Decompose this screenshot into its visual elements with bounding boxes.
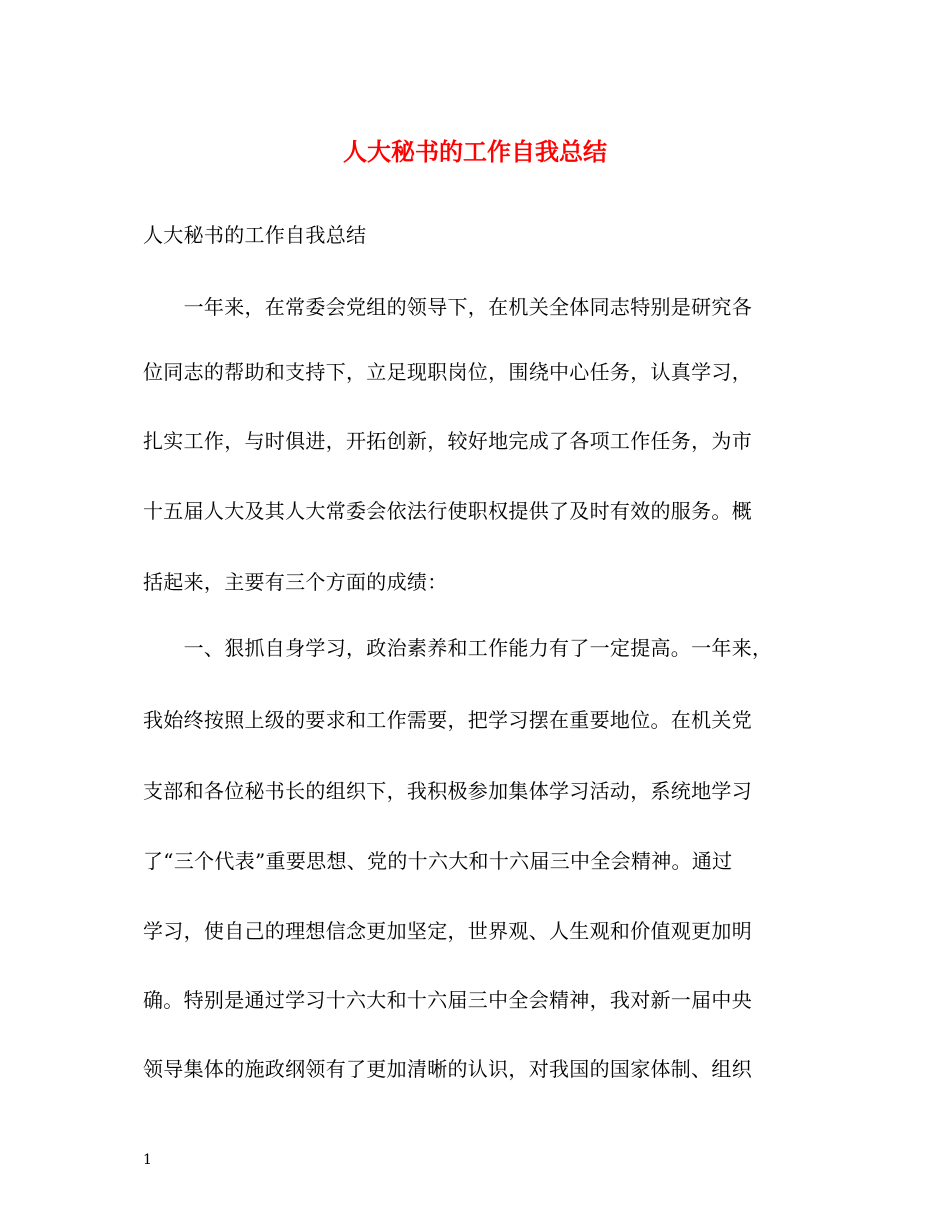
body-line: 领导集体的施政纲领有了更加清晰的认识，对我国的国家体制、组织 [143,1057,752,1081]
body-line: 一年来，在常委会党组的领导下，在机关全体同志特别是研究各 [143,295,752,319]
body-line: 一、狠抓自身学习，政治素养和工作能力有了一定提高。一年来， [143,636,773,660]
document-title: 人大秘书的工作自我总结 [343,137,607,166]
body-line: 了“三个代表”重要思想、党的十六大和十六届三中全会精神。通过 [143,849,733,873]
body-line: 括起来，主要有三个方面的成绩： [143,570,448,594]
body-line: 确。特别是通过学习十六大和十六届三中全会精神，我对新一届中央 [143,988,752,1012]
body-line: 支部和各位秘书长的组织下，我积极参加集体学习活动，系统地学习 [143,779,752,803]
body-line: 扎实工作，与时俱进，开拓创新，较好地完成了各项工作任务，为市 [143,429,752,453]
body-line: 我始终按照上级的要求和工作需要，把学习摆在重要地位。在机关党 [143,708,752,732]
body-line: 人大秘书的工作自我总结 [143,223,367,247]
body-line: 学习，使自己的理想信念更加坚定，世界观、人生观和价值观更加明 [143,919,752,943]
page-number: 1 [143,1152,152,1168]
body-line: 位同志的帮助和支持下，立足现职岗位，围绕中心任务，认真学习， [143,360,752,384]
body-line: 十五届人大及其人大常委会依法行使职权提供了及时有效的服务。概 [143,499,752,523]
